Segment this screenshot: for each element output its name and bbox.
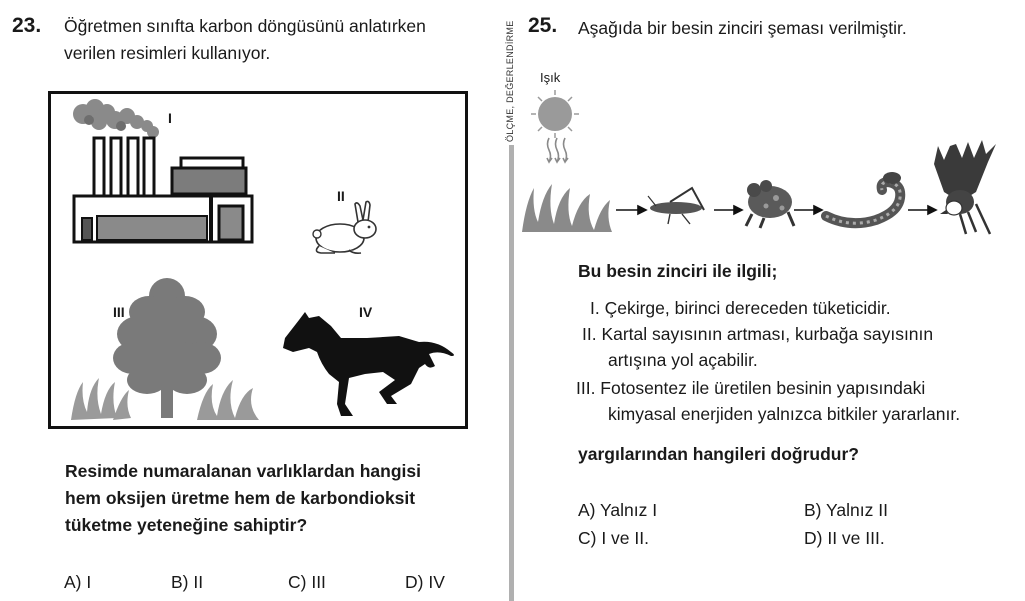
q25-option-a[interactable]: A) Yalnız I: [578, 500, 658, 520]
grass-image: [522, 184, 612, 232]
side-label: ÖLÇME, DEĞERLENDİRME: [505, 20, 515, 142]
question-25-number: 25.: [528, 14, 558, 37]
light-label: Işık: [540, 70, 561, 85]
label-IV: IV: [359, 304, 373, 320]
eagle-image: [934, 140, 996, 234]
statement-1: I. Çekirge, birinci dereceden tüketicidir.: [590, 298, 891, 318]
statement-3-line2: kimyasal enerjiden yalnızca bitkiler yararlanır.: [608, 404, 961, 424]
question-23-stem-line1: Öğretmen sınıfta karbon döngüsünü anlatırken: [64, 16, 426, 36]
q25-option-b[interactable]: B) Yalnız II: [804, 500, 888, 520]
q23-option-b[interactable]: B) II: [171, 572, 204, 592]
horse-image: [279, 308, 459, 420]
sun-icon: [531, 90, 579, 138]
label-III: III: [113, 304, 125, 320]
question-23-text-line2: hem oksijen üretme hem de karbondioksit: [65, 488, 416, 508]
label-I: I: [168, 110, 172, 126]
question-23-number: 23.: [12, 14, 42, 37]
label-II: II: [337, 188, 345, 204]
food-chain-figure: [520, 84, 1006, 244]
statement-2-line2: artışına yol açabilir.: [608, 350, 758, 370]
question-23-text-line3: tüketme yeteneğine sahiptir?: [65, 515, 308, 535]
q23-option-d[interactable]: D) IV: [405, 572, 445, 592]
grasshopper-image: [648, 188, 704, 224]
q25-option-c[interactable]: C) I ve II.: [578, 528, 649, 548]
question-25-stem: Aşağıda bir besin zinciri şeması verilmiştir.: [578, 18, 907, 38]
rabbit-image: [309, 200, 384, 256]
question-25-heading: Bu besin zinciri ile ilgili;: [578, 261, 778, 281]
q25-option-d[interactable]: D) II ve III.: [804, 528, 885, 548]
column-divider: [509, 145, 514, 601]
question-23-figure: [48, 91, 468, 429]
statement-3-line1: III. Fotosentez ile üretilen besinin yapısındaki: [576, 378, 926, 398]
q23-option-c[interactable]: C) III: [288, 572, 326, 592]
question-23-stem-line2: verilen resimleri kullanıyor.: [64, 43, 271, 63]
question-25-text: yargılarından hangileri doğrudur?: [578, 444, 859, 464]
tree-image: [69, 272, 269, 422]
frog-image: [746, 180, 794, 228]
statement-2-line1: II. Kartal sayısının artması, kurbağa sayısının: [582, 324, 934, 344]
factory-image: [69, 96, 259, 244]
q23-option-a[interactable]: A) I: [64, 572, 92, 592]
snake-image: [826, 172, 901, 223]
question-23-text-line1: Resimde numaralanan varlıklardan hangisi: [65, 461, 421, 481]
